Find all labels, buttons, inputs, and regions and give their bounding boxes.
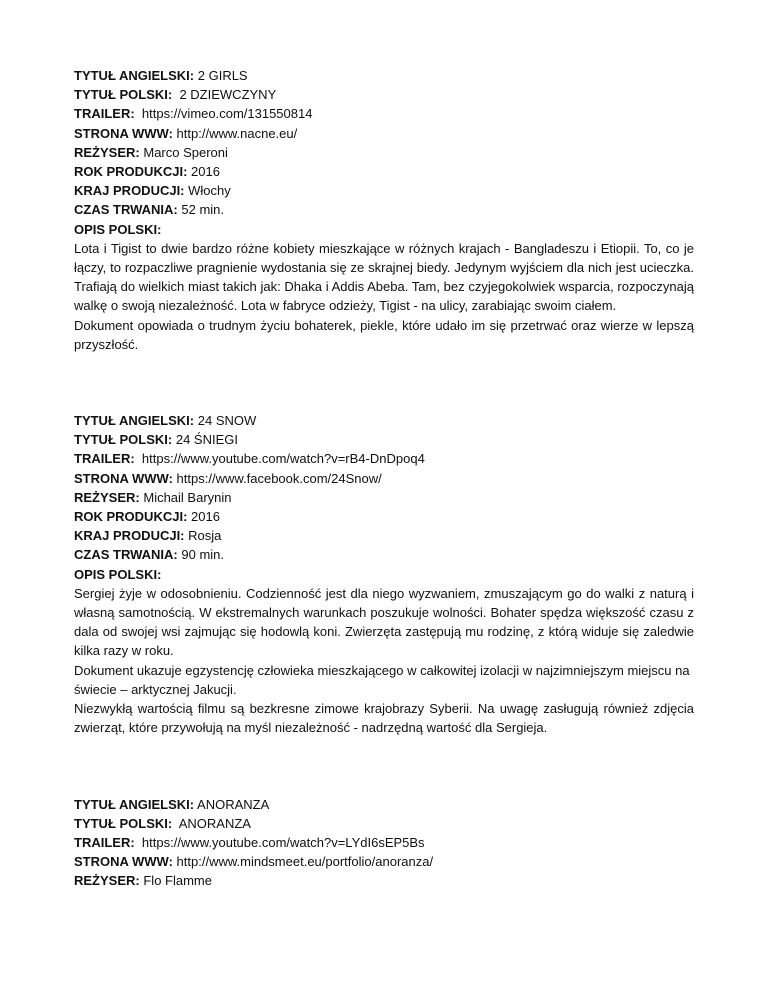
duration-label: CZAS TRWANIA: xyxy=(74,547,178,563)
trailer-link[interactable]: https://www.youtube.com/watch?v=rB4-DnDpoq4 xyxy=(141,451,425,467)
director-label: REŻYSER: xyxy=(74,144,140,160)
english-title-row xyxy=(74,66,694,85)
description-label: OPIS POLSKI: xyxy=(74,221,162,237)
year-label: ROK PRODUKCJI: xyxy=(74,509,188,525)
english-title-value: 24 SNOW xyxy=(197,413,257,429)
duration-value: 90 min. xyxy=(181,547,225,563)
trailer-link[interactable]: https://www.youtube.com/watch?v=LYdI6sEP5Bs xyxy=(141,834,425,850)
director-row xyxy=(74,143,694,162)
website-row xyxy=(74,469,694,488)
polish-title-row xyxy=(74,430,694,449)
english-title-row xyxy=(74,411,694,430)
website-label: STRONA WWW: xyxy=(74,125,173,141)
website-label: STRONA WWW: xyxy=(74,470,173,486)
year-value: 2016 xyxy=(191,509,220,525)
description-label-row xyxy=(74,220,694,239)
website-link[interactable]: http://www.mindsmeet.eu/portfolio/anoranza/ xyxy=(176,854,434,870)
description-paragraph: Dokument ukazuje egzystencję człowieka mieszkającego w całkowitej izolacji w najzimniejszym miejscu na świecie – arktycznej Jakucji. xyxy=(74,662,690,697)
film-entry-2-girls xyxy=(74,66,694,354)
description-paragraph: Lota i Tigist to dwie bardzo różne kobiety mieszkające w różnych krajach - Bangladeszu i Etiopii. To, co je łączy, to rozpaczliwe pragnienie wydostania się ze skrajnej biedy. Jedynym wyjściem dla nich jest ucieczka. Trafiają do wielkich miast takich jak: Dhaka i Addis Abeba. Tam, bez czyjegokolwiek wsparcia, rozpoczynają walkę o swoją niezależność. Lota w fabryce odzieży, Tigist - na ulicy, zarabiając swoim ciałem. xyxy=(74,240,694,314)
website-label: STRONA WWW: xyxy=(74,854,173,870)
website-row xyxy=(74,124,694,143)
year-label: ROK PRODUKCJI: xyxy=(74,164,188,180)
director-label: REŻYSER: xyxy=(74,489,140,505)
polish-title-row xyxy=(74,85,694,104)
website-link[interactable]: http://www.nacne.eu/ xyxy=(176,125,298,141)
polish-title-label: TYTUŁ POLSKI: xyxy=(74,815,173,831)
duration-value: 52 min. xyxy=(181,202,225,218)
trailer-row xyxy=(74,104,694,123)
director-row xyxy=(74,871,694,890)
website-row xyxy=(74,852,694,871)
trailer-label: TRAILER: xyxy=(74,834,135,850)
description-block xyxy=(74,584,694,738)
trailer-link[interactable]: https://vimeo.com/131550814 xyxy=(141,106,313,122)
year-row xyxy=(74,507,694,526)
country-value: Włochy xyxy=(188,183,231,199)
description-block xyxy=(74,239,694,354)
website-link[interactable]: https://www.facebook.com/24Snow/ xyxy=(176,470,382,486)
description-paragraph: Niezwykłą wartością filmu są bezkresne zimowe krajobrazy Syberii. Na uwagę zasługują również zdjęcia zwierząt, które przywołują na myśl niezależność - nadrzędną wartość dla Sergieja. xyxy=(74,701,694,736)
english-title-label: TYTUŁ ANGIELSKI: xyxy=(74,68,195,83)
duration-label: CZAS TRWANIA: xyxy=(74,202,178,218)
polish-title-value: ANORANZA xyxy=(178,815,251,831)
trailer-row xyxy=(74,833,694,852)
country-row xyxy=(74,181,694,200)
polish-title-value: 24 ŚNIEGI xyxy=(175,432,238,448)
year-row xyxy=(74,162,694,181)
description-paragraph: Dokument opowiada o trudnym życiu bohaterek, piekle, które udało im się przetrwać oraz wierze w lepszą przyszłość. xyxy=(74,317,694,352)
polish-title-value: 2 DZIEWCZYNY xyxy=(179,87,277,103)
document-page xyxy=(74,66,694,891)
trailer-label: TRAILER: xyxy=(74,451,135,467)
description-label: OPIS POLSKI: xyxy=(74,566,162,582)
year-value: 2016 xyxy=(191,164,220,180)
film-entry-anoranza xyxy=(74,795,694,891)
polish-title-label: TYTUŁ POLSKI: xyxy=(74,432,173,448)
english-title-label: TYTUŁ ANGIELSKI: xyxy=(74,796,195,812)
english-title-value: ANORANZA xyxy=(197,796,270,812)
description-label-row xyxy=(74,565,694,584)
english-title-label: TYTUŁ ANGIELSKI: xyxy=(74,413,195,429)
film-entry-24-snow xyxy=(74,411,694,737)
country-value: Rosja xyxy=(188,528,222,544)
polish-title-label: TYTUŁ POLSKI: xyxy=(74,87,173,103)
duration-row xyxy=(74,545,694,564)
trailer-label: TRAILER: xyxy=(74,106,135,122)
country-label: KRAJ PRODUCJI: xyxy=(74,528,185,544)
english-title-value: 2 GIRLS xyxy=(197,68,248,83)
trailer-row xyxy=(74,449,694,468)
director-value: Flo Flamme xyxy=(143,873,212,889)
director-value: Michail Barynin xyxy=(143,489,232,505)
english-title-row xyxy=(74,795,694,814)
description-paragraph: Sergiej żyje w odosobnieniu. Codzienność jest dla niego wyzwaniem, zmuszającym go do walki z naturą i własną samotnością. W ekstremalnych warunkach poszukuje wolności. Bohater spędza większość czasu z dala od swojej wsi zajmując się hodowlą koni. Zwierzęta zastępują mu rodzinę, z którą widuje się zaledwie kilka razy w roku. xyxy=(74,585,694,659)
director-label: REŻYSER: xyxy=(74,873,140,889)
director-value: Marco Speroni xyxy=(143,144,228,160)
country-label: KRAJ PRODUCJI: xyxy=(74,183,185,199)
polish-title-row xyxy=(74,814,694,833)
country-row xyxy=(74,526,694,545)
duration-row xyxy=(74,200,694,219)
director-row xyxy=(74,488,694,507)
